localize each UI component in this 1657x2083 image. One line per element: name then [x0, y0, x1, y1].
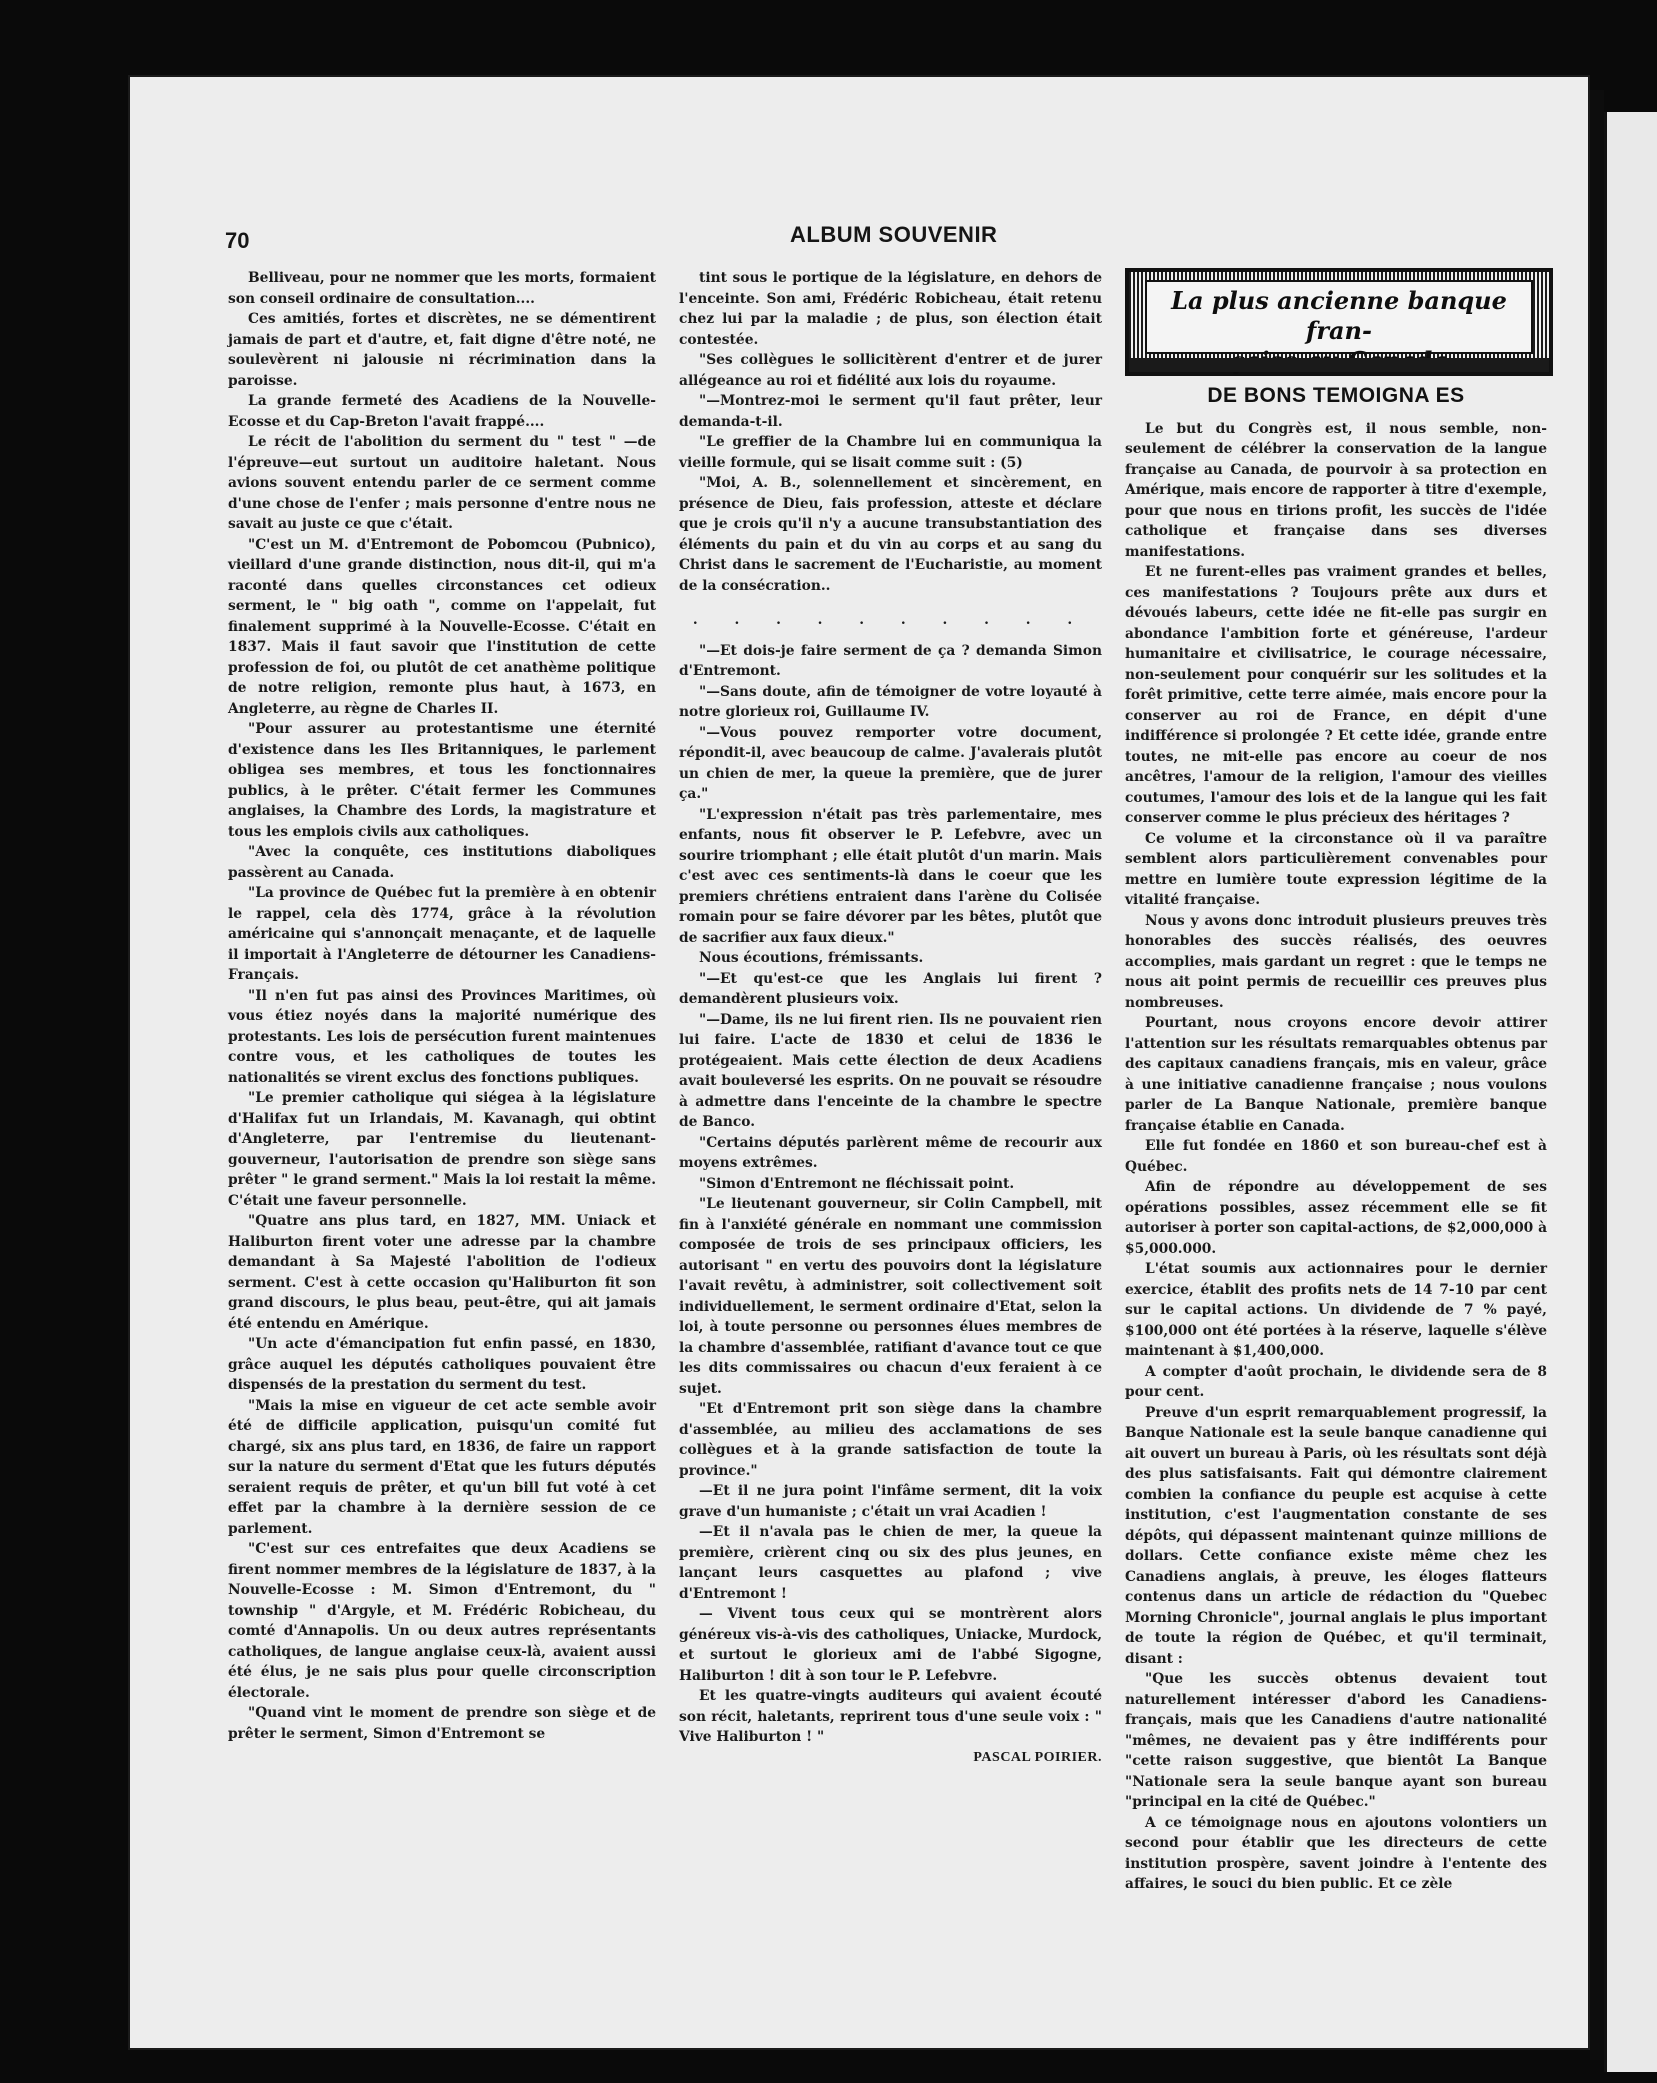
paragraph: "Quatre ans plus tard, en 1827, MM. Uniack et Haliburton firent voter une adresse par la chambre demandant à Sa Majesté l'abolition de l'odieux serment. C'est à cette occasion qu'Haliburton fit son grand discours, le plus beau, peut-être, qui ait jamais été entendu en Amérique. [228, 1213, 656, 1332]
paragraph: "—Vous pouvez remporter votre document, répondit-il, avec beaucoup de calme. J'avalerais plutôt un chien de mer, la queue la première, que de jurer ça." [679, 724, 1102, 802]
paragraph: "Pour assurer au protestantisme une éternité d'existence dans les Iles Britanniques, le parlement obligea ses membres, et tous les fonctionnaires publics, à le prêter. C'était fermer les Communes anglaises, la Chambre des Lords, la magistrature et tous les emplois civils aux catholiques. [228, 721, 656, 840]
paragraph: — Vivent tous ceux qui se montrèrent alors généreux vis-à-vis des catholiques, Uniacke, Murdock, et surtout le glorieux ami de l'abbé Sigogne, Haliburton ! dit à son tour le P. Lefebvre. [679, 1606, 1102, 1684]
paragraph: Ce volume et la circonstance où il va paraître semblent alors particulièrement convenables pour mettre en lumière toute expression légitime de la vitalité française. [1125, 830, 1547, 908]
column-2 [679, 268, 1102, 1768]
advert-title-box [1125, 268, 1553, 376]
paragraph: "Le greffier de la Chambre lui en communiqua la vieille formule, qui se lisait comme suit : (5) [679, 434, 1102, 471]
paragraph: —Et il n'avala pas le chien de mer, la queue la première, crièrent cinq ou six des plus jeunes, en lançant leurs casquettes au plafond ; vive d'Entremont ! [679, 1524, 1102, 1602]
ellipsis-row: . . . . . . . . . . [692, 612, 1089, 628]
paragraph: "—Sans doute, afin de témoigner de votre loyauté à notre glorieux roi, Guillaume IV. [679, 683, 1102, 720]
column-3 [1125, 268, 1547, 1895]
paragraph: "L'expression n'était pas très parlementaire, mes enfants, nous fit observer le P. Lefebvre, avec un sourire triomphant ; elle était plutôt d'un marin. Mais c'est avec ces sentiments-là dans le coeur que les premiers chrétiens entraient dans l'arène du Colisée romain pour se faire dévorer par les bêtes, plutôt que de sacrifier aux faux dieux." [679, 806, 1102, 946]
page-gutter [1590, 90, 1604, 2060]
paragraph: "Un acte d'émancipation fut enfin passé, en 1830, grâce auquel les députés catholiques pouvaient être dispensés de la prestation du serment du test. [228, 1336, 656, 1393]
paragraph: A ce témoignage nous en ajoutons volontiers un second pour établir que les directeurs de cette institution prospère, savent joindre à l'entente des affaires, le souci du bien public. Et ce zèle [1125, 1814, 1547, 1892]
paragraph: A compter d'août prochain, le dividende sera de 8 pour cent. [1125, 1363, 1547, 1400]
paragraph: "C'est sur ces entrefaites que deux Acadiens se firent nommer membres de la législature de 1837, à la Nouvelle-Ecosse : M. Simon d'Entremont, du " township " d'Argyle, et M. Frédéric Robicheau, du comté d'Annapolis. Un ou deux autres représentants catholiques, de langue anglaise ceux-là, avaient aussi été élus, je ne sais plus pour quelle circonscription électorale. [228, 1541, 656, 1701]
paragraph: "Ses collègues le sollicitèrent d'entrer et de jurer allégeance au roi et fidélité aux lois du royaume. [679, 352, 1102, 389]
paragraph: "Que les succès obtenus devaient tout naturellement intéresser d'abord les Canadiens-français, mais que les Canadiens d'autre nationalité "mêmes, ne devaient pas y être indifférents pour "cette raison suggestive, que bientôt La Banque "Nationale sera la seule banque ayant son bureau "principal en la cité de Québec." [1125, 1671, 1547, 1810]
paragraph: Le récit de l'abolition du serment du " test " —de l'épreuve—eut surtout un auditoire haletant. Nous avions souvent entendu parler de ce serment comme d'une chose de l'enfer ; mais personne d'entre nous ne savait au juste ce que c'était. [228, 434, 656, 532]
running-header: ALBUM SOUVENIR [790, 222, 998, 247]
paragraph: "Le lieutenant gouverneur, sir Colin Campbell, mit fin à l'anxiété générale en nommant une commission composée de trois de ses principaux officiers, les autorisant " en vertu des pouvoirs dont la législature l'avait revêtu, à administrer, soit collectivement soit individuellement, le serment ordinaire d'Etat, selon la loi, à toute personne ou personnes élues membres de la chambre d'assemblée, ratifiant d'avance tout ce que les dits commissaires ou chacun d'eux feraient à ce sujet. [679, 1196, 1102, 1397]
author-signature: PASCAL POIRIER. [973, 1749, 1102, 1765]
paragraph: tint sous le portique de la législature, en dehors de l'enceinte. Son ami, Frédéric Robicheau, était retenu chez lui par la maladie ; de plus, son élection était contestée. [679, 270, 1102, 348]
adjacent-page-edge [1604, 112, 1657, 2072]
paragraph: "Mais la mise en vigueur de cet acte semble avoir été de difficile application, puisqu'un comité fut chargé, six ans plus tard, en 1836, de faire un rapport sur la nature du serment d'Etat que les futurs députés seraient requis de prêter, et qu'un bill fut voté à cet effet par la chambre à la dernière session de ce parlement. [228, 1397, 656, 1537]
paragraph: Nous y avons donc introduit plusieurs preuves très honorables des succès réalisés, des oeuvres accomplies, mais gardant un regret : que le temps ne nous ait point permis de recueillir ces preuves plus nombreuses. [1125, 912, 1547, 1011]
paragraph: "—Dame, ils ne lui firent rien. Ils ne pouvaient rien lui faire. L'acte de 1830 et celui de 1836 le protégeaient. Mais cette élection de deux Acadiens avait bouleversé les esprits. On ne pouvait se résoudre à admettre dans l'enceinte de la chambre le spectre de Banco. [679, 1011, 1102, 1130]
paragraph: Et les quatre-vingts auditeurs qui avaient écouté son récit, haletants, reprirent tous d'une seule voix : " Vive Haliburton ! " [679, 1688, 1102, 1745]
paragraph: Elle fut fondée en 1860 et son bureau-chef est à Québec. [1125, 1138, 1547, 1175]
paragraph: "Avec la conquête, ces institutions diaboliques passèrent au Canada. [228, 844, 656, 881]
paragraph: "La province de Québec fut la première à en obtenir le rappel, cela dès 1774, grâce à la révolution américaine qui s'annonçait menaçante, et de laquelle il importait à l'Angleterre de détourner les Canadiens-Français. [228, 885, 656, 983]
box-bottom-band [1129, 358, 1549, 372]
paragraph: —Et il ne jura point l'infâme serment, dit la voix grave d'un humaniste ; c'était un vrai Acadien ! [679, 1483, 1102, 1520]
paragraph: "Moi, A. B., solennellement et sincèrement, en présence de Dieu, fais profession, atteste et déclare que je crois qu'il n'y a aucune transubstantiation des éléments du pain et du vin au corps et au sang du Christ dans le sacrement de l'Eucharistie, au moment de la consécration.. [679, 475, 1102, 594]
paragraph: Ces amitiés, fortes et discrètes, ne se démentirent jamais de part et d'autre, et, fait digne d'être noté, ne soulevèrent ni jalousie ni récrimination dans la paroisse. [228, 311, 656, 389]
paragraph: Pourtant, nous croyons encore devoir attirer l'attention sur les résultats remarquables obtenus par des capitaux canadiens français, mis en valeur, grâce à une initiative canadienne française ; nous voulons parler de La Banque Nationale, première banque française établie en Canada. [1125, 1015, 1547, 1134]
advert-title-line-1: La plus ancienne banque fran- [1171, 286, 1507, 345]
paragraph: Nous écoutions, frémissants. [699, 950, 924, 966]
paragraph: "Le premier catholique qui siégea à la législature d'Halifax fut un Irlandais, M. Kavanagh, qui obtint d'Angleterre, par l'entremise du lieutenant-gouverneur, l'autorisation de prendre son siège sans prêter " le grand serment." Mais la loi restait la même. C'était une faveur personnelle. [228, 1090, 656, 1209]
paragraph: Le but du Congrès est, il nous semble, non-seulement de célébrer la conservation de la langue française au Canada, de pourvoir à sa protection en Amérique, mais encore de rapporter à titre d'exemple, pour que nous en tirions profit, les succès de l'idée catholique et française dans ses diverses manifestations. [1125, 420, 1547, 560]
paragraph: Belliveau, pour ne nommer que les morts, formaient son conseil ordinaire de consultation.... [228, 270, 656, 307]
page-number: 70 [225, 228, 250, 253]
paragraph: "—Montrez-moi le serment qu'il faut prêter, leur demanda-t-il. [679, 393, 1102, 430]
paragraph: "—Et qu'est-ce que les Anglais lui firent ? demandèrent plusieurs voix. [679, 970, 1102, 1007]
paragraph: La grande fermeté des Acadiens de la Nouvelle-Ecosse et du Cap-Breton l'avait frappé.... [228, 393, 656, 430]
section-subhead: DE BONS TEMOIGNA ES [1207, 384, 1465, 407]
paragraph: "—Et dois-je faire serment de ça ? demanda Simon d'Entremont. [679, 642, 1102, 679]
advert-title-panel [1145, 280, 1533, 354]
paragraph: Et ne furent-elles pas vraiment grandes et belles, ces manifestations ? Toujours prête aux durs et dévoués labeurs, cette idée ne fit-elle pas surgir en abondance l'ambition forte et généreuse, l'ardeur humanitaire et civilisatrice, le courage nécessaire, non-seulement pour conquérir sur les solitudes et la forêt primitive, cette terre aimée, mais encore pour la conserver au roi de France, en dépit d'une indifférence si prolongée ? Et cette idée, grande entre toutes, ne mit-elle pas encore au coeur de nos ancêtres, l'amour de la religion, l'amour des vieilles coutumes, l'amour des lois et de la langue qui les fait conserver comme le plus précieux des héritages ? [1125, 564, 1547, 826]
paragraph: "C'est un M. d'Entremont de Pobomcou (Pubnico), vieillard d'une grande distinction, nous dit-il, qui m'a raconté dans quelles circonstances cet odieux serment, le " big oath ", comme on l'appelait, fut finalement supprimé à la Nouvelle-Ecosse. C'était en 1837. Mais il faut savoir que l'institution de cette profession de foi, ou plutôt de cet anathème politique de notre religion, remonte plus haut, à 1673, en Angleterre, au règne de Charles II. [228, 536, 656, 717]
paragraph: "Et d'Entremont prit son siège dans la chambre d'assemblée, au milieu des acclamations de ses collègues et à la grande satisfaction de toute la province." [679, 1401, 1102, 1479]
column-1 [228, 268, 656, 1744]
paragraph: L'état soumis aux actionnaires pour le dernier exercice, établit des profits nets de 14 7-10 par cent sur le capital actions. Un dividende de 7 % payé, $100,000 ont été portées à la réserve, laquelle s'élève maintenant à $1,400,000. [1125, 1261, 1547, 1359]
paragraph: "Simon d'Entremont ne fléchissait point. [699, 1175, 1015, 1192]
paragraph: "Certains députés parlèrent même de recourir aux moyens extrêmes. [679, 1134, 1102, 1171]
paragraph: Afin de répondre au développement de ses opérations possibles, assez récemment elle se fit autoriser à porter son capital-actions, de $2,000,000 à $5,000.000. [1125, 1179, 1548, 1257]
paragraph: "Il n'en fut pas ainsi des Provinces Maritimes, où vous étiez noyés dans la majorité numérique des protestants. Les lois de persécution furent maintenues contre vous, et les catholiques de toutes les nationalités se virent exclus des fonctions publiques. [228, 987, 656, 1086]
paragraph: "Quand vint le moment de prendre son siège et de prêter le serment, Simon d'Entremont se [228, 1705, 656, 1742]
paragraph: Preuve d'un esprit remarquablement progressif, la Banque Nationale est la seule banque canadienne qui ait ouvert un bureau à Paris, où les résultats sont déjà des plus satisfaisants. Fait qui démontre clairement combien la confiance du peuple est acquise à cette institution, c'est l'augmentation constante de ses dépôts, qui dépassent maintenant quinze millions de dollars. Cette confiance existe même chez les Canadiens anglais, à preuve, les éloges flatteurs contenus dans un article de rédaction du "Quebec Morning Chronicle", journal anglais le plus important de toute la région de Québec, et qu'il terminait, disant : [1125, 1404, 1547, 1667]
